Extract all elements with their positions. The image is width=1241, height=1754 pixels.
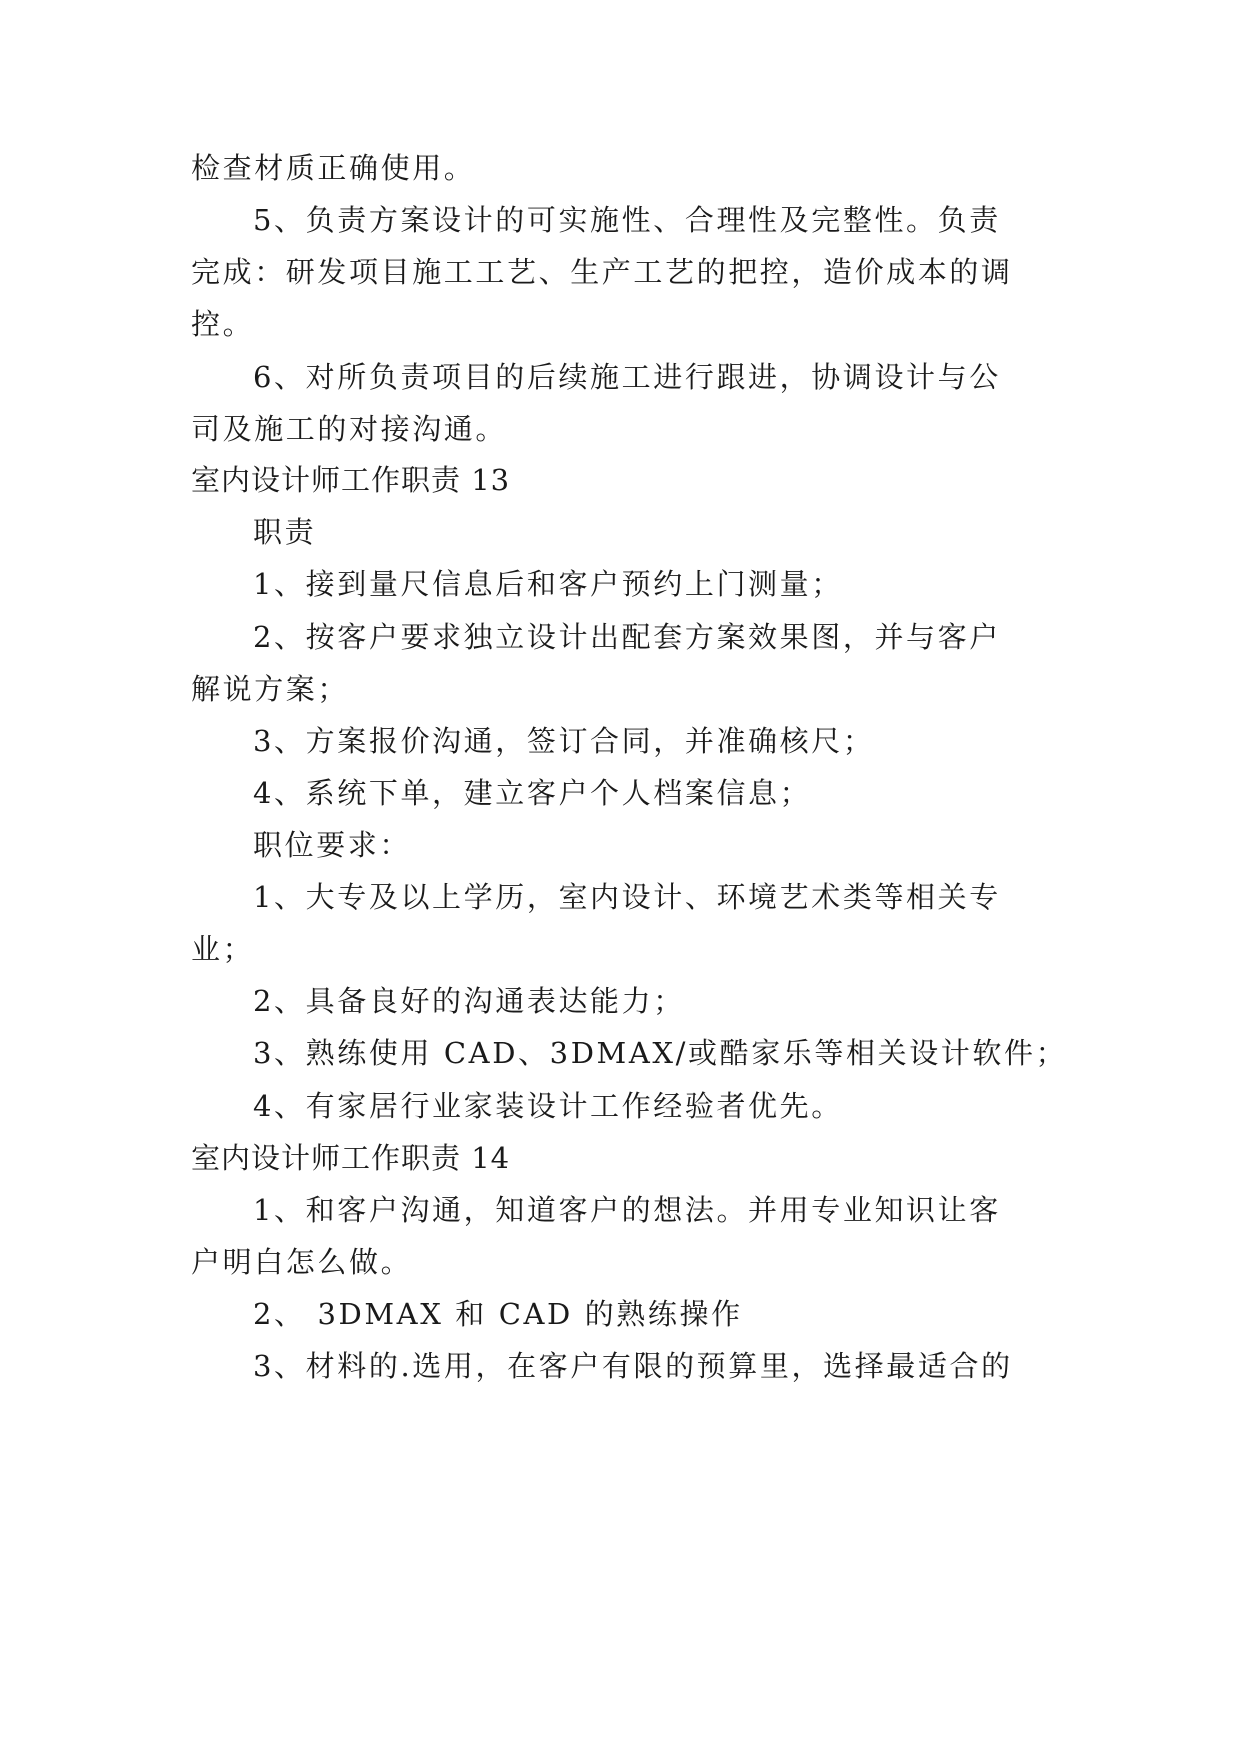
list-item-4: 4、系统下单，建立客户个人档案信息； xyxy=(253,776,812,810)
body-text-line: 控。 xyxy=(191,307,255,341)
body-text-line: 完成：研发项目施工工艺、生产工艺的把控，造价成本的调 xyxy=(191,255,1013,289)
body-text-line: 检查材质正确使用。 xyxy=(191,151,476,185)
list-item-2: 2、 3DMAX 和 CAD 的熟练操作 xyxy=(253,1297,743,1331)
list-item-6: 6、对所负责项目的后续施工进行跟进，协调设计与公 xyxy=(253,360,1001,394)
body-text-line: 司及施工的对接沟通。 xyxy=(191,412,508,446)
list-item-3: 3、方案报价沟通，签订合同，并准确核尺； xyxy=(253,724,875,758)
body-text-line: 户明白怎么做。 xyxy=(191,1245,413,1279)
subheading-requirements: 职位要求： xyxy=(253,828,412,862)
list-item-5: 5、负责方案设计的可实施性、合理性及完整性。负责 xyxy=(253,203,1001,237)
list-item-1: 1、和客户沟通，知道客户的想法。并用专业知识让客 xyxy=(253,1193,1001,1227)
list-item-2: 2、具备良好的沟通表达能力； xyxy=(253,984,685,1018)
list-item-3: 3、材料的.选用，在客户有限的预算里，选择最适合的 xyxy=(253,1349,1013,1383)
subheading-duties: 职责 xyxy=(253,515,317,549)
list-item-1: 1、大专及以上学历，室内设计、环境艺术类等相关专 xyxy=(253,880,1001,914)
list-item-2: 2、按客户要求独立设计出配套方案效果图，并与客户 xyxy=(253,620,1001,654)
list-item-1: 1、接到量尺信息后和客户预约上门测量； xyxy=(253,567,843,601)
list-item-3: 3、熟练使用 CAD、3DMAX/或酷家乐等相关设计软件； xyxy=(253,1036,1068,1070)
list-item-4: 4、有家居行业家装设计工作经验者优先。 xyxy=(253,1089,843,1123)
body-text-line: 解说方案； xyxy=(191,672,350,706)
body-text-line: 业； xyxy=(191,932,255,966)
section-heading-14: 室内设计师工作职责 14 xyxy=(191,1141,511,1175)
section-heading-13: 室内设计师工作职责 13 xyxy=(191,463,511,497)
